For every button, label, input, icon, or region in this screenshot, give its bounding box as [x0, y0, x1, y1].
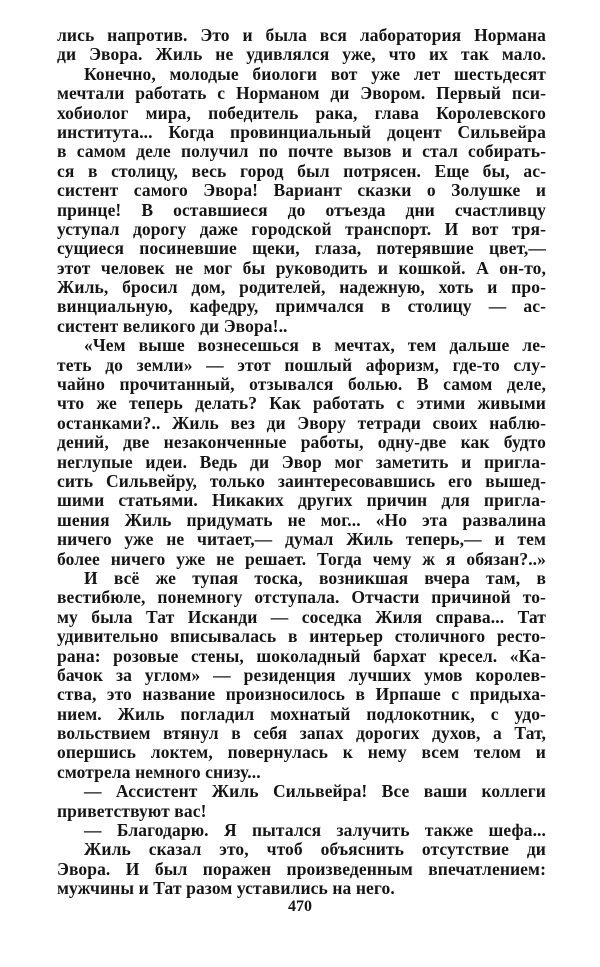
text-line: хобиолог мира, победитель рака, глава Королевского	[57, 103, 546, 123]
text-line: винциальную, кафедру, примчался в столицу — ас-	[57, 297, 546, 317]
text-line: ничего уже не читает,— думал Жиль теперь,— и тем	[57, 530, 546, 550]
text-line: лись напротив. Это и была вся лаборатория Нормана	[57, 26, 546, 45]
text-line: — Ассистент Жиль Сильвейра! Все ваши коллеги	[84, 782, 546, 802]
text-line: института... Когда провинциальный доцент Сильвейра	[57, 122, 546, 142]
text-line: мечтали работать с Норманом ди Эвором. Первый пси-	[57, 84, 546, 104]
text-line: мужчины и Тат разом уставились на него.	[57, 879, 395, 899]
text-line: сущиеся посиневшие щеки, глаза, потерявшие цвет,—	[57, 239, 546, 259]
book-page-text	[57, 26, 546, 899]
text-line: ся в столицу, весь город был потрясен. Еще бы, ас-	[57, 161, 546, 181]
text-line: теть до земли» — этот пошлый афоризм, где-то слу-	[57, 355, 546, 375]
text-line: Жиль, бросил дом, родителей, надежную, хоть и про-	[57, 278, 546, 298]
text-line: бачок за углом» — резиденция лучших умов королев-	[57, 665, 546, 685]
text-line: останками?.. Жиль вез ди Эвору тетради своих наблю-	[57, 413, 546, 433]
text-line: опершись локтем, повернулась к нему всем телом и	[57, 743, 546, 763]
text-line: вестибюле, понемногу отступала. Отчасти причиной то-	[57, 588, 546, 608]
text-line: этот человек не мог бы руководить и кошкой. А он-то,	[57, 258, 546, 278]
text-line: И всё же тупая тоска, возникшая вчера там, в	[84, 568, 546, 588]
text-line: шения Жиль придумать не мог... «Но эта развалина	[57, 510, 546, 530]
text-line: сить Сильвейру, только заинтересовавшись его вышед-	[57, 471, 546, 491]
text-line: нием. Жиль погладил мохнатый подлокотник, с удо-	[57, 704, 546, 724]
text-line: Конечно, молодые биологи вот уже лет шестьдесят	[84, 64, 546, 84]
page-number: 470	[288, 898, 312, 915]
text-line: шими статьями. Никаких других причин для пригла-	[57, 491, 546, 511]
text-line: более ничего уже не решает. Тогда чему ж я обязан?..»	[57, 549, 546, 569]
text-line: му была Тат Исканди — соседка Жиля справа... Тат	[57, 607, 546, 627]
text-line: в самом деле получил по почте вызов и стал собирать-	[57, 142, 546, 162]
text-line: Жиль сказал это, чтоб объяснить отсутствие ди	[84, 840, 546, 860]
text-line: дений, две незаконченные работы, одну-две как будто	[57, 433, 546, 453]
text-line: «Чем выше вознесешься в мечтах, тем дальше ле-	[84, 336, 546, 356]
text-line: ства, это название произносилось в Ирпаше с придыха-	[57, 685, 546, 705]
text-line: приветствуют вас!	[57, 801, 207, 821]
text-line: уступал дорогу даже городской транспорт. И вот тря-	[57, 219, 546, 239]
text-line: принце! В оставшиеся до отъезда дни счастливцу	[57, 200, 546, 220]
text-line: удивительно вписывалась в интерьер столичного ресто-	[57, 627, 546, 647]
text-line: неглупые идеи. Ведь ди Эвор мог заметить и пригла-	[57, 452, 546, 472]
text-line: ди Эвора. Жиль не удивлялся уже, что их так мало.	[57, 45, 546, 65]
text-line: систент самого Эвора! Вариант сказки о Золушке и	[57, 181, 546, 201]
text-line: — Благодарю. Я пытался залучить также шефа...	[84, 821, 546, 841]
text-line: Эвора. И был поражен произведенным впечатлением:	[57, 859, 546, 879]
text-line: рана: розовые стены, шоколадный бархат кресел. «Ка-	[57, 646, 546, 666]
text-line: систент великого ди Эвора!..	[57, 316, 288, 336]
text-line: чайно прочитанный, отзывался болью. В самом деле,	[57, 375, 546, 395]
text-line: что же теперь делать? Как работать с этими живыми	[57, 394, 546, 414]
text-line: вольствием втянул в себя запах дорогих духов, а Тат,	[57, 724, 546, 744]
text-line: смотрела немного снизу...	[57, 762, 261, 782]
